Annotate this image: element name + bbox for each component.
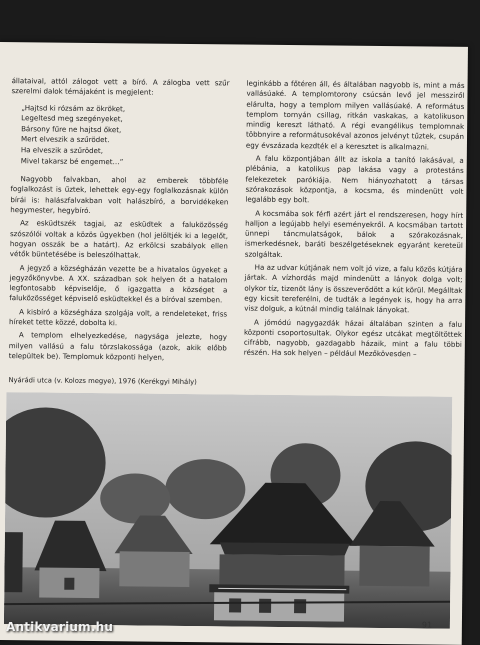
paragraph: A jegyző a községházán vezette be a hivatalos ügyeket a jegyzőkönyvbe. A XX. században sok helyen őt a hatalom legfontosabb képviselője, ő igazgatta a községet a faluközösséget képviselő esküdtekkel és a bíróval szemben. (9, 262, 228, 305)
photo-illustration (4, 392, 452, 629)
poem-line: Mivel takarsz bé engemet…” (20, 155, 124, 166)
paragraph: A kocsmába sok férfi azért járt el rendszeresen, hogy hírt halljon a legújabb helyi eseményekről. A kocsmában tartott ünnepi táncmulatságok, bálok a szórakozásnak, ismerkedésnek, baráti beszélgetéseknek egyaránt kereteül szolgáltak. (244, 208, 464, 259)
village-street-photo (4, 392, 452, 629)
paragraph: A templom elhelyezkedése, nagysága jelezte, hogy milyen vallású a falu törzslakossága (azok, akik előbb települtek be). Templomuk központi helyen, (8, 330, 227, 362)
poem-line: „Hajtsd ki rózsám az ökröket, (21, 102, 126, 113)
poem-line: Legeltesd meg szegényeket, (21, 113, 123, 124)
paragraph: állataival, attól zálogot vett a bíró. A zálogba vett szűr szerelmi dalok témájaként is megjelent: (11, 76, 230, 97)
poem (21, 103, 230, 169)
paragraph: Ha az udvar kútjának nem volt jó vize, a falu közös kútjára jártak. A vízhordás majd mindenütt a lányok dolga volt; olykor tíz, tizenöt lány is összeverődött a kút körül. Megálltak egy kicsit tereferélni, de tudták a legények is, hogy ha arra visz dolguk, a kútnál mindig találnak lányokat. (244, 262, 463, 315)
poem-line: Bársony fűre ne hajtsd őket, (21, 124, 122, 135)
paragraph: A falu központjában állt az iskola a tanító lakásával, a plébánia, a katolikus pap lakása vagy a protestáns felekezetek parókiája. Nem hiányozhatott a társas szórakozások központja, a kocsma, és mindenütt volt legalább egy bolt. (245, 153, 464, 205)
poem-line: Ha elveszik a szűrödet, (20, 145, 104, 156)
watermark-text: Antikvarium.hu (6, 620, 114, 634)
paragraph: Az esküdtszék tagjai, az esküdtek a faluközösség szószólói voltak a közös ügyekben (hol jelöltjék ki a legelőt, hogyan osszák be a határt). Az erkölcsi szabályok ellen vétők büntetésébe is beleszólhattak. (9, 218, 229, 260)
paragraph: Nagyobb falvakban, ahol az emberek többféle foglalkozást is űztek, lehettek egy-egy foglalkozásnak külön bírái is: halászfalvakban volt halászbíró, a borvidékeken hegymester, hegybíró. (10, 174, 229, 216)
left-column (9, 76, 230, 366)
right-column (244, 79, 465, 364)
poem-line: Mert elveszik a szűrödet. (20, 134, 110, 145)
page-number: 91 (421, 620, 433, 630)
book-page (0, 42, 468, 645)
paragraph: leginkább a főtéren áll, és általában nagyobb is, mint a más vallásúaké. A templomtorony csúcsán levő jel messziről elárulta, hogy a templom milyen vallásúaké. A református templom tornyán csillag, ritkán vaskakas, a katolikuson mindig kereszt látható. A régi evangélikus templomnak többnyire a reformátusokéval azonos jelvényt tűztek, csupán egy évszázada kezdték el a keresztet is alkalmazni. (245, 78, 465, 152)
paragraph: A jómódú nagygazdák házai általában szinten a falu központi csoportosultak. Olykor egész utcákat megtöltöttek cifrább, nagyobb, gazdagabb házaik, mint a falu többi részén. Ha sok helyen – például Mezőkövesden – (243, 317, 463, 359)
photo-caption: Nyárádi utca (v. Kolozs megye), 1976 (Kerékgyi Mihály) (8, 376, 197, 387)
paragraph: A kisbíró a községháza szolgája volt, a rendeleteket, friss híreket tette közzé, dobolta ki. (9, 306, 228, 328)
